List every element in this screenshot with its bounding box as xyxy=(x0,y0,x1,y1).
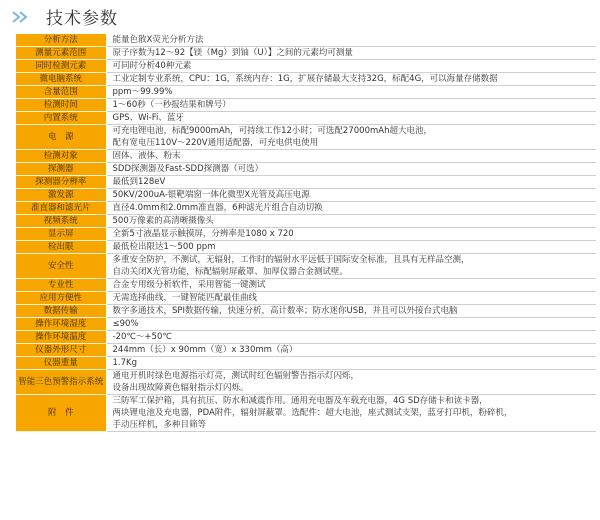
spec-value-line: 两块锂电池及充电器，PDA附件，辐射屏蔽罩。选配件：超大电池，座式测试支架，蓝牙打印机，粉碎机， xyxy=(112,408,513,418)
page-title: 技术参数 xyxy=(46,9,118,29)
spec-row xyxy=(16,395,596,432)
spec-value-line: ≤90% xyxy=(112,319,139,329)
spec-label: 专业性 xyxy=(16,279,106,292)
spec-label: 检测时间 xyxy=(16,99,106,112)
spec-value-line: 数字多通技术，SPI数据传输，快速分析，高计数率；防水迷你USB，并且可以外接台式电脑 xyxy=(112,306,458,316)
spec-row xyxy=(16,202,596,215)
spec-label: 检测对象 xyxy=(16,150,106,163)
spec-row xyxy=(16,279,596,292)
spec-value xyxy=(106,163,596,176)
spec-value xyxy=(106,125,596,150)
spec-label: 安全性 xyxy=(16,254,106,279)
spec-value xyxy=(106,370,596,395)
spec-row xyxy=(16,215,596,228)
spec-value xyxy=(106,305,596,318)
spec-value xyxy=(106,86,596,99)
spec-value-line: 1～60秒（一秒报结果和牌号） xyxy=(112,100,231,110)
spec-label: 分析方法 xyxy=(16,34,106,47)
spec-row xyxy=(16,47,596,60)
spec-label: 附 件 xyxy=(16,395,106,432)
spec-label: 同时检测元素 xyxy=(16,60,106,73)
spec-value-line: 500万像素的高清晰摄像头 xyxy=(112,216,214,226)
spec-row xyxy=(16,60,596,73)
spec-value xyxy=(106,47,596,60)
spec-value xyxy=(106,34,596,47)
spec-label: 显示屏 xyxy=(16,228,106,241)
spec-value-line: 多重安全防护，不测试，无辐射，工作时的辐射水平远低于国际安全标准，且具有无样品空测， xyxy=(112,255,470,265)
spec-value-line: -20℃～+50℃ xyxy=(112,332,172,342)
spec-value xyxy=(106,395,596,432)
spec-label: 含量范围 xyxy=(16,86,106,99)
spec-value xyxy=(106,150,596,163)
spec-row xyxy=(16,163,596,176)
spec-label: 准直器和滤光片 xyxy=(16,202,106,215)
spec-value-line: 全新5寸液晶显示触摸屏，分辨率是1080 x 720 xyxy=(112,229,294,239)
spec-value-line: 工业定制专业系统，CPU：1G，系统内存：1G，扩展存储最大支持32G，标配4G，可以海量存储数据 xyxy=(112,74,498,84)
spec-value-line: GPS、Wi-Fi、蓝牙 xyxy=(112,113,184,123)
spec-label: 激发源 xyxy=(16,189,106,202)
spec-value xyxy=(106,228,596,241)
spec-row xyxy=(16,357,596,370)
spec-row xyxy=(16,254,596,279)
spec-value xyxy=(106,241,596,254)
spec-value-line: 能量色散X荧光分析方法 xyxy=(112,35,204,45)
spec-value-line: 可同时分析40种元素 xyxy=(112,61,192,71)
spec-value-line: SDD探测器及Fast-SDD探测器（可选） xyxy=(112,164,264,174)
spec-label: 探测器分辨率 xyxy=(16,176,106,189)
spec-label: 探测器 xyxy=(16,163,106,176)
spec-row xyxy=(16,125,596,150)
spec-value-line: 配有宽电压110V～220V通用适配器，可充电供电使用 xyxy=(112,138,319,148)
spec-label: 应用方便性 xyxy=(16,292,106,305)
spec-value-line: 固体、液体、粉末 xyxy=(112,151,181,161)
spec-value-line: 原子序数为12～92【镁（Mg）到铀（U）】之间的元素均可测量 xyxy=(112,48,353,58)
spec-label: 智能三色预警指示系统 xyxy=(16,370,106,395)
spec-label: 仪器外形尺寸 xyxy=(16,344,106,357)
spec-value-line: 最低到128eV xyxy=(112,177,166,187)
spec-row xyxy=(16,228,596,241)
spec-value-line: ppm～99.99% xyxy=(112,87,173,97)
spec-label: 电 源 xyxy=(16,125,106,150)
spec-row xyxy=(16,318,596,331)
spec-row xyxy=(16,73,596,86)
spec-row xyxy=(16,176,596,189)
spec-row xyxy=(16,86,596,99)
spec-label: 仪器重量 xyxy=(16,357,106,370)
spec-row xyxy=(16,112,596,125)
spec-value xyxy=(106,254,596,279)
spec-label: 内置系统 xyxy=(16,112,106,125)
spec-label: 数据传输 xyxy=(16,305,106,318)
spec-value xyxy=(106,99,596,112)
spec-value xyxy=(106,331,596,344)
spec-value xyxy=(106,357,596,370)
spec-value-line: 设备出现故障黄色辐射指示灯闪烁。 xyxy=(112,383,249,393)
spec-value xyxy=(106,292,596,305)
spec-row xyxy=(16,189,596,202)
spec-value-line: 可充电锂电池，标配9000mAh，可持续工作12小时；可选配27000mAh超大电池， xyxy=(112,126,432,136)
spec-value-line: 244mm（长）x 90mm（宽）x 330mm（高） xyxy=(112,345,298,355)
spec-value-line: 无需选择曲线，一键智能匹配最佳曲线 xyxy=(112,293,258,303)
spec-value-line: 1.7Kg xyxy=(112,358,137,368)
spec-row xyxy=(16,331,596,344)
spec-label: 检出限 xyxy=(16,241,106,254)
spec-label: 测量元素范围 xyxy=(16,47,106,60)
spec-value xyxy=(106,112,596,125)
spec-row xyxy=(16,99,596,112)
spec-value-line: 50KV/200uA-银靶端窗一体化微型X光管及高压电源 xyxy=(112,190,310,200)
double-chevron-right-icon xyxy=(11,11,35,23)
spec-row xyxy=(16,241,596,254)
spec-value xyxy=(106,344,596,357)
spec-value-line: 三防军工保护箱，具有抗压、防水和减震作用。通用充电器及车载充电器，4G SD存储卡和读卡器， xyxy=(112,396,488,406)
spec-value-line: 手动压样机，多种目筛等 xyxy=(112,420,207,430)
spec-value xyxy=(106,279,596,292)
spec-row xyxy=(16,344,596,357)
spec-value xyxy=(106,60,596,73)
spec-label: 视频系统 xyxy=(16,215,106,228)
spec-value xyxy=(106,189,596,202)
spec-value xyxy=(106,202,596,215)
spec-value xyxy=(106,318,596,331)
spec-table xyxy=(16,34,596,432)
spec-value-line: 自动关闭X光管功能，标配辐射屏蔽罩、加厚仪器合金测试壁。 xyxy=(112,267,348,277)
spec-label: 微电脑系统 xyxy=(16,73,106,86)
spec-table-body xyxy=(16,34,596,432)
section-header xyxy=(0,0,600,32)
spec-value xyxy=(106,73,596,86)
spec-value xyxy=(106,215,596,228)
spec-row xyxy=(16,34,596,47)
spec-value-line: 最低检出限达1～500 ppm xyxy=(112,242,216,252)
spec-value-line: 合金专用级分析软件，采用智能一键测试 xyxy=(112,280,266,290)
spec-label: 操作环境温度 xyxy=(16,331,106,344)
spec-row xyxy=(16,292,596,305)
spec-row xyxy=(16,150,596,163)
spec-row xyxy=(16,370,596,395)
spec-value-line: 通电开机时绿色电源指示灯亮，测试时红色辐射警告指示灯闪烁， xyxy=(112,371,360,381)
spec-label: 操作环境湿度 xyxy=(16,318,106,331)
spec-value xyxy=(106,176,596,189)
spec-row xyxy=(16,305,596,318)
spec-value-line: 直径4.0mm和2.0mm准直器，6种滤光片组合自动切换 xyxy=(112,203,323,213)
